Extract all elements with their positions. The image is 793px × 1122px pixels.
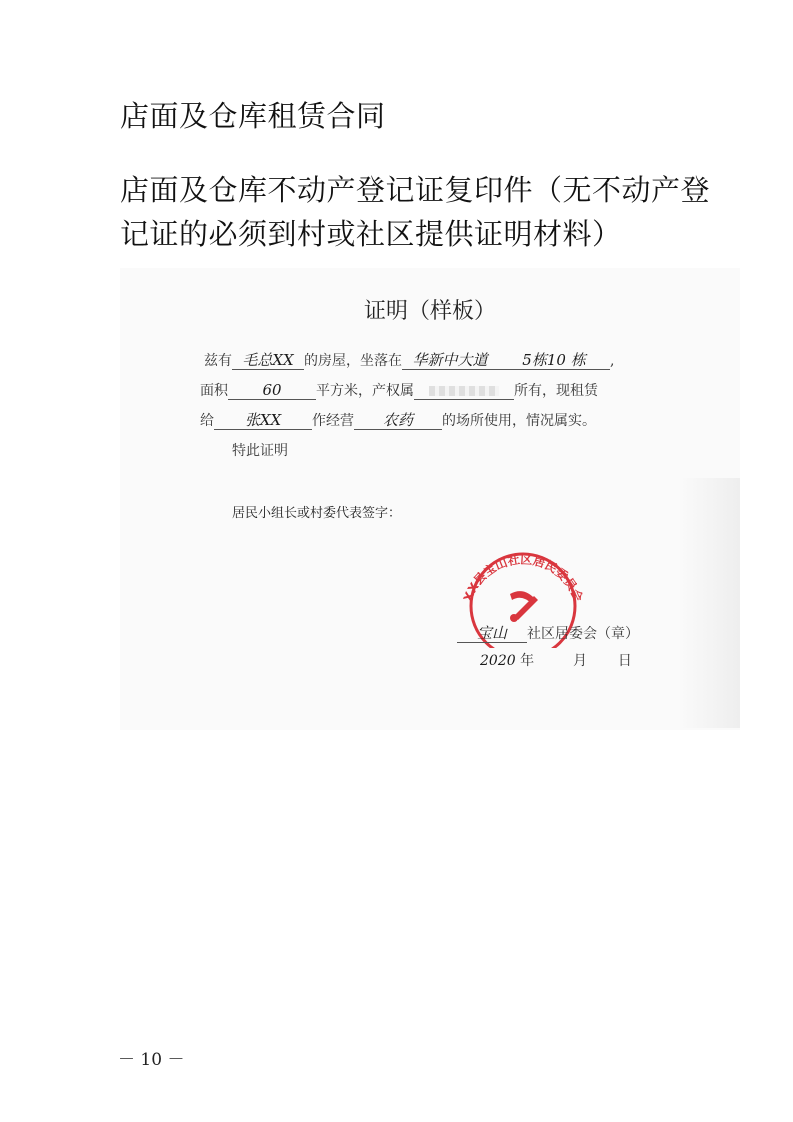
seal-text: XX县宝山社区居民委员会 <box>460 552 586 604</box>
signature-label: 居民小组长或村委代表签字： <box>232 506 402 521</box>
committee-name-field: 宝山 <box>457 624 527 643</box>
location-field: 华新中大道 <box>402 351 498 370</box>
heading-lease-contract: 店面及仓库租赁合同 <box>120 99 386 133</box>
line1-mid: 的房屋，坐落在 <box>304 353 402 369</box>
year-label: 年 <box>520 653 535 669</box>
heading-property-certificate-copy: 店面及仓库不动产登记证复印件（无不动产登记证的必须到村或社区提供证明材料） <box>120 173 711 251</box>
redaction-mark <box>429 386 499 396</box>
scan-shadow <box>680 478 740 728</box>
date-line <box>480 650 632 670</box>
year-handwritten: 2020 <box>480 653 516 669</box>
committee-text: 社区居委会（章） <box>527 626 639 642</box>
line3-mid: 作经营 <box>312 413 354 429</box>
area-field: 60 <box>228 381 316 400</box>
owner-redacted-field <box>414 381 514 400</box>
line2-prefix: 面积 <box>200 383 228 399</box>
certificate-title: 证明（样板） <box>363 299 496 324</box>
line3-prefix: 给 <box>200 413 214 429</box>
line2-mid: 平方米，产权属 <box>316 383 414 399</box>
tenant-field: 张XX <box>214 411 312 430</box>
business-field: 农药 <box>354 411 442 430</box>
certificate-line-3 <box>200 410 596 430</box>
certificate-line-4: 特此证明 <box>232 443 288 459</box>
committee-line <box>457 623 639 643</box>
month-label: 月 <box>573 653 587 669</box>
location-extra-field: 5栋10 栋 <box>498 351 610 370</box>
line3-suffix: 的场所使用，情况属实。 <box>442 413 596 429</box>
line2-suffix: 所有，现租赁 <box>514 383 598 399</box>
owner-name-field: 毛总XX <box>232 351 304 370</box>
certificate-line-1 <box>204 350 614 370</box>
line1-prefix: 兹有 <box>204 353 232 369</box>
line1-suffix: , <box>610 353 615 369</box>
certificate-line-2 <box>200 380 598 400</box>
day-label: 日 <box>617 653 632 669</box>
page-number: － 10 － <box>118 1050 185 1070</box>
certificate-scan <box>120 268 740 730</box>
